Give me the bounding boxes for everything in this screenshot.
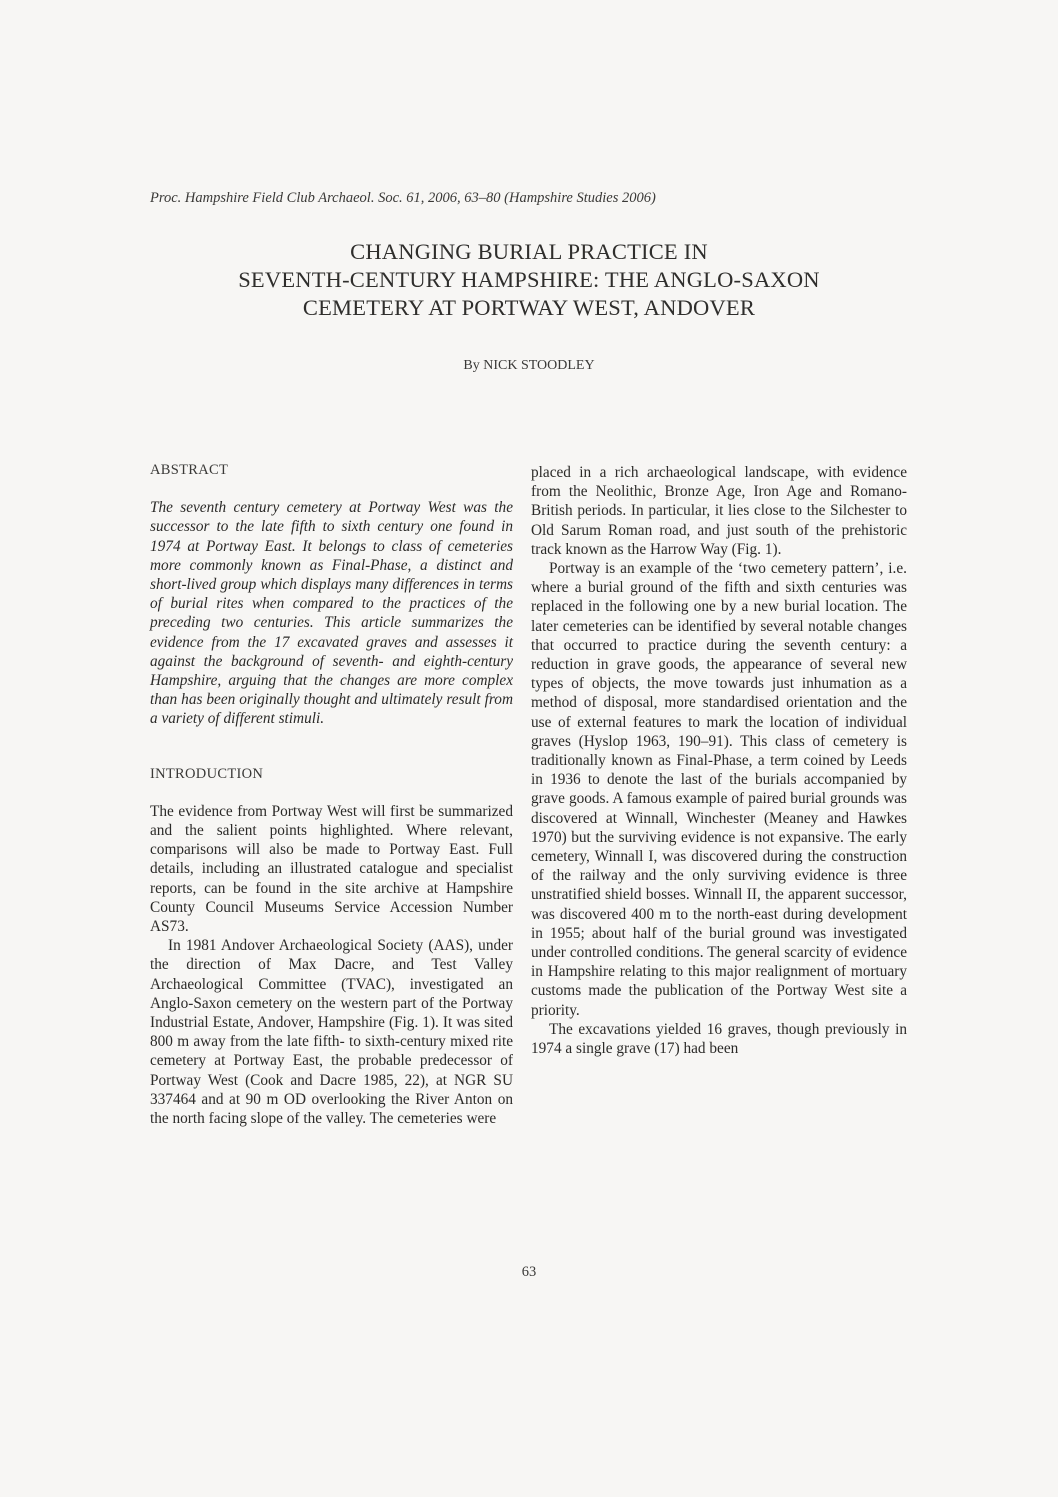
body-paragraph: The evidence from Portway West will first be summarized and the salient points highlighted. Where relevant, comparisons will also be made to Portway East. Full details, including an illustrated catalogue and specialist reports, can be found in the site archive at Hampshire County Council Museums Service Accession Number AS73. bbox=[150, 802, 513, 936]
left-column bbox=[150, 455, 513, 1128]
right-column bbox=[531, 463, 907, 1058]
journal-citation: Proc. Hampshire Field Club Archaeol. Soc. 61, 2006, 63–80 (Hampshire Studies 2006) bbox=[150, 190, 656, 206]
introduction-heading: INTRODUCTION bbox=[150, 765, 264, 782]
title-line: SEVENTH-CENTURY HAMPSHIRE: THE ANGLO-SAXON bbox=[238, 267, 820, 292]
abstract-text: The seventh century cemetery at Portway West was the successor to the late fifth to sixth century one found in 1974 at Portway East. It belongs to class of cemeteries more commonly known as Final-Phase, a distinct and short-lived group which displays many differences in terms of burial rites when compared to the practices of the preceding two centuries. This article summarizes the evidence from the 17 excavated graves and assesses it against the background of seventh- and eighth-century Hampshire, arguing that the changes are more complex than has been originally thought and ultimately result from a variety of different stimuli. bbox=[150, 499, 513, 728]
body-paragraph: The excavations yielded 16 graves, though previously in 1974 a single grave (17) had been bbox=[531, 1020, 907, 1058]
title-line: CHANGING BURIAL PRACTICE IN bbox=[350, 239, 708, 264]
body-paragraph: In 1981 Andover Archaeological Society (AAS), under the direction of Max Dacre, and Test Valley Archaeological Committee (TVAC), investigated an Anglo-Saxon cemetery on the western part of the Portway Industrial Estate, Andover, Hampshire (Fig. 1). It was sited 800 m away from the late fifth- to sixth-century mixed rite cemetery at Portway East, the probable predecessor of Portway West (Cook and Dacre 1985, 22), at NGR SU 337464 and at 90 m OD overlooking the River Anton on the north facing slope of the valley. The cemeteries were bbox=[150, 937, 513, 1128]
abstract-heading: ABSTRACT bbox=[150, 462, 229, 478]
title-line: CEMETERY AT PORTWAY WEST, ANDOVER bbox=[302, 295, 756, 320]
article-title bbox=[100, 238, 958, 322]
body-paragraph: Portway is an example of the ‘two cemetery pattern’, i.e. where a burial ground of the fifth and sixth centuries was replaced in the following one by a new burial location. The later cemeteries can be identified by several notable changes that occurred to practice during the seventh century: a reduction in grave goods, the appearance of several new types of objects, the move towards just inhumation as a method of disposal, more standardised orientation and the use of external features to mark the location of individual graves (Hyslop 1963, 190–91). This class of cemetery is traditionally known as Final-Phase, a term coined by Leeds in 1936 to denote the last of the burials accompanied by grave goods. A famous example of paired burial grounds was discovered at Winnall, Winchester (Meaney and Hawkes 1970) but the surviving evidence is not expansive. The early cemetery, Winnall I, was discovered during the construction of the railway and the only surviving evidence is three unstratified shield bosses. Winnall II, the apparent successor, was discovered 400 m to the north-east during development in 1955; about half of the burial ground was investigated under controlled conditions. The general scarcity of evidence in Hampshire relating to this major realignment of mortuary customs made the publication of the Portway West site a priority. bbox=[531, 560, 907, 1019]
page-number: 63 bbox=[521, 1264, 537, 1280]
body-paragraph: placed in a rich archaeological landscape, with evidence from the Neolithic, Bronze Age, Iron Age and Romano-British periods. In particular, it lies close to the Silchester to Old Sarum Roman road, and just south of the prehistoric track known as the Harrow Way (Fig. 1). bbox=[531, 464, 907, 558]
author-byline: By NICK STOODLEY bbox=[463, 358, 595, 373]
